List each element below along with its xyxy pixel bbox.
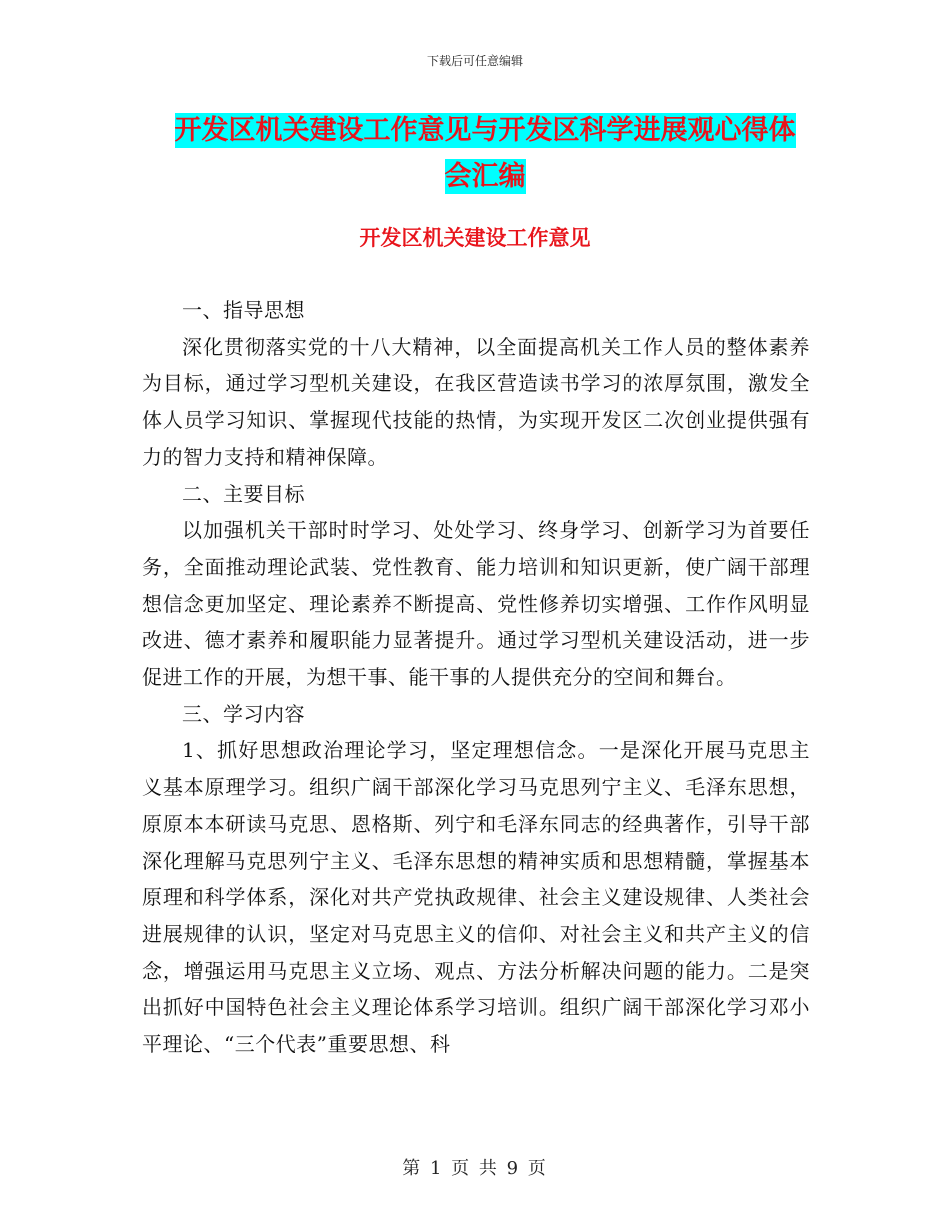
document-body <box>142 292 810 1063</box>
document-title-line-2: 会汇编 <box>444 161 526 192</box>
paragraph: 1、抓好思想政治理论学习，坚定理想信念。一是深化开展马克思主义基本原理学习。组织广阔干部深化学习马克思列宁主义、毛泽东思想，原原本本研读马克思、恩格斯、列宁和毛泽东同志的经典著作，引导干部深化理解马克思列宁主义、毛泽东思想的精神实质和思想精髓，掌握基本原理和科学体系，深化对共产党执政规律、社会主义建设规律、人类社会进展规律的认识，坚定对马克思主义的信仰、对社会主义和共产主义的信念，增强运用马克思主义立场、观点、方法分析解决问题的能力。二是突出抓好中国特色社会主义理论体系学习培训。组织广阔干部深化学习邓小平理论、“三个代表”重要思想、科 <box>142 738 810 1057</box>
document-title <box>140 108 830 200</box>
paragraph: 以加强机关干部时时学习、处处学习、终身学习、创新学习为首要任务，全面推动理论武装、党性教育、能力培训和知识更新，使广阔干部理想信念更加坚定、理论素养不断提高、党性修养切实增强、工作作风明显改进、德才素养和履职能力显著提升。通过学习型机关建设活动，进一步促进工作的开展，为想干事、能干事的人提供充分的空间和舞台。 <box>142 518 810 690</box>
document-title-line-1: 开发区机关建设工作意见与开发区科学进展观心得体 <box>174 115 796 146</box>
heading-main-goals: 二、主要目标 <box>182 481 305 506</box>
page-number: 第 1 页 共 9 页 <box>402 1158 548 1179</box>
header-note: 下载后可任意编辑 <box>426 54 523 68</box>
section-title: 开发区机关建设工作意见 <box>359 226 591 250</box>
paragraph: 深化贯彻落实党的十八大精神，以全面提高机关工作人员的整体素养为目标，通过学习型机关建设，在我区营造读书学习的浓厚氛围，激发全体人员学习知识、掌握现代技能的热情，为实现开发区二次创业提供强有力的智力支持和精神保障。 <box>142 334 810 469</box>
heading-guiding-ideology: 一、指导思想 <box>182 298 305 322</box>
heading-study-content: 三、学习内容 <box>182 701 305 726</box>
